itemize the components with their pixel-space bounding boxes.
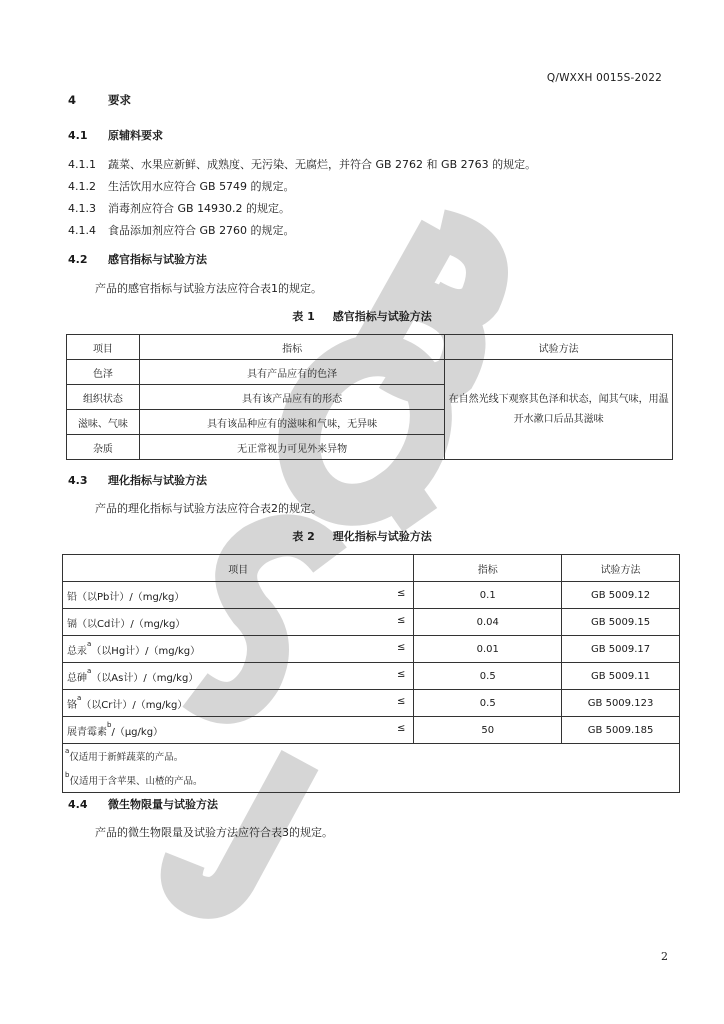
row-spec: 0.1 [414,582,562,609]
item-unit: （以Hg计）/（mg/kg） [91,645,201,657]
section-number: 4.2 [68,253,88,266]
section-4-2-paragraph: 产品的感官指标与试验方法应符合表1的规定。 [95,282,322,295]
table-note [63,768,680,793]
section-4-3-heading [68,472,207,488]
header-method: 试验方法 [562,555,680,582]
caption-title: 感官指标与试验方法 [332,310,432,323]
clause-4-1-3 [68,200,290,216]
header-item: 项目 [67,335,140,360]
clause-text: 生活饮用水应符合 GB 5749 的规定。 [108,180,295,193]
section-4-heading [68,92,131,108]
caption-number: 表 2 [292,530,315,543]
row-method: GB 5009.123 [562,690,680,717]
header-spec: 指标 [139,335,444,360]
clause-text: 蔬菜、水果应新鲜、成熟度、无污染、无腐烂，并符合 GB 2762 和 GB 2763 的规定。 [108,158,537,171]
row-spec: 无正常视力可见外来异物 [139,435,444,460]
table-note [63,744,680,769]
row-spec: 具有该产品应有的形态 [139,385,444,410]
clause-text: 食品添加剂应符合 GB 2760 的规定。 [108,224,295,237]
footnote-mark: b [107,720,112,729]
item-name: 总汞 [67,645,87,657]
section-number: 4.3 [68,474,88,487]
caption-title: 理化指标与试验方法 [332,530,432,543]
table-row [63,636,680,663]
clause-number: 4.1.4 [68,224,96,237]
table-row [63,582,680,609]
row-spec: 具有产品应有的色泽 [139,360,444,385]
footnote-mark: a [65,747,70,755]
section-4-3-paragraph: 产品的理化指标与试验方法应符合表2的规定。 [95,502,322,515]
section-title: 要求 [108,93,131,107]
item-name: 铬 [67,699,77,711]
row-method: GB 5009.11 [562,663,680,690]
row-item [63,690,414,717]
section-4-4-heading [68,796,218,812]
item-unit: （以As计）/（mg/kg） [91,672,199,684]
section-title: 理化指标与试验方法 [108,474,207,487]
note-text: 仅适用于新鲜蔬菜的产品。 [69,752,184,763]
table-row [63,663,680,690]
header-method: 试验方法 [445,335,673,360]
le-symbol: ≤ [397,642,406,653]
row-item: 色泽 [67,360,140,385]
table-header-row [63,555,680,582]
row-method: 在自然光线下观察其色泽和状态，闻其气味，用温开水漱口后品其滋味 [445,360,673,460]
row-spec: 50 [414,717,562,744]
row-spec: 0.01 [414,636,562,663]
clause-number: 4.1.1 [68,158,96,171]
table-note-row [63,768,680,793]
table-2-caption [0,528,724,544]
row-method: GB 5009.17 [562,636,680,663]
section-title: 感官指标与试验方法 [108,253,207,266]
item-unit: /（μg/kg） [111,726,164,738]
section-4-4-paragraph: 产品的微生物限量及试验方法应符合表3的规定。 [95,826,333,839]
section-title: 微生物限量与试验方法 [108,798,218,811]
le-symbol: ≤ [397,588,406,599]
footnote-mark: b [65,771,70,779]
clause-4-1-2 [68,178,295,194]
row-spec: 具有该品种应有的滋味和气味，无异味 [139,410,444,435]
row-item: 杂质 [67,435,140,460]
le-symbol: ≤ [397,723,406,734]
item-name: 展青霉素 [67,726,107,738]
le-symbol: ≤ [397,669,406,680]
section-4-2-heading [68,251,207,267]
row-item [63,582,414,609]
caption-number: 表 1 [292,310,315,323]
row-item: 组织状态 [67,385,140,410]
table-row [63,609,680,636]
row-item [63,636,414,663]
le-symbol: ≤ [397,615,406,626]
section-number: 4.4 [68,798,88,811]
row-item: 滋味、气味 [67,410,140,435]
section-4-1-heading [68,127,163,143]
row-method: GB 5009.12 [562,582,680,609]
header-item: 项目 [63,555,414,582]
table-header-row [67,335,673,360]
clause-4-1-4 [68,222,295,238]
footnote-mark: a [77,693,82,702]
table-row [63,690,680,717]
table-1-caption [0,308,724,324]
row-method: GB 5009.15 [562,609,680,636]
clause-text: 消毒剂应符合 GB 14930.2 的规定。 [108,202,291,215]
row-method: GB 5009.185 [562,717,680,744]
row-spec: 0.04 [414,609,562,636]
clause-number: 4.1.3 [68,202,96,215]
row-item [63,717,414,744]
section-number: 4.1 [68,129,88,142]
section-number: 4 [68,93,77,107]
table-row [63,717,680,744]
document-code: Q/WXXH 0015S-2022 [546,72,662,84]
row-item [63,609,414,636]
table-note-row [63,744,680,769]
clause-number: 4.1.2 [68,180,96,193]
section-title: 原辅料要求 [108,129,163,142]
item-unit: （以Cr计）/（mg/kg） [81,699,188,711]
note-text: 仅适用于含苹果、山楂的产品。 [69,776,203,787]
sensory-table [66,334,673,460]
row-spec: 0.5 [414,690,562,717]
item-name: 总砷 [67,672,87,684]
header-spec: 指标 [414,555,562,582]
row-item [63,663,414,690]
clause-4-1-1 [68,156,536,172]
item-name: 镉（以Cd计）/（mg/kg） [67,618,186,630]
row-spec: 0.5 [414,663,562,690]
le-symbol: ≤ [397,696,406,707]
page-number: 2 [661,950,668,963]
table-row [67,360,673,385]
item-name: 铅（以Pb计）/（mg/kg） [67,591,185,603]
footnote-mark: a [87,666,92,675]
footnote-mark: a [87,639,92,648]
physicochemical-table [62,554,680,793]
